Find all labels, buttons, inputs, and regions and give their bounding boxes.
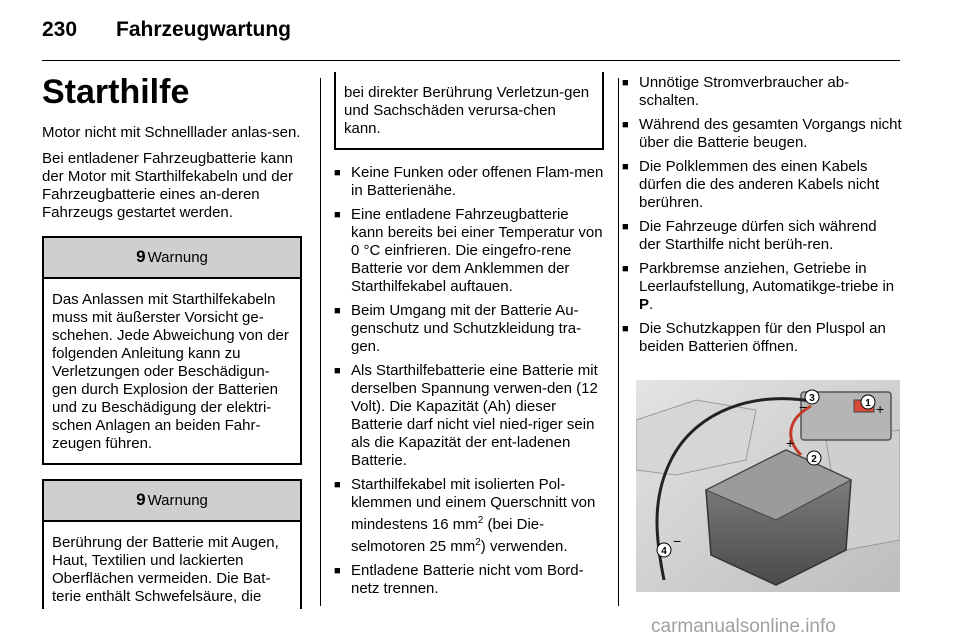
bullet-list-column-3	[622, 74, 902, 356]
list-item: ■ Keine Funken oder offenen Flam-men in Batterienähe.	[334, 164, 604, 200]
warning-text-1: Das Anlassen mit Starthilfekabeln muss mit äußerster Vorsicht ge-schehen. Jede Abweichung von der folgenden Anleitung kann zu Verletzungen oder Beschädigun-gen durch Explosion der Batterien und zu Beschädigung der elektri-schen Anlagen an beiden Fahr-zeugen führen.	[52, 291, 289, 452]
watermark: carmanualsonline.info	[651, 616, 836, 637]
warning-triangle-icon: 9	[136, 490, 146, 509]
page-number: 230	[42, 18, 78, 41]
callout-3-label: 3	[809, 393, 815, 404]
warning-title-2: Warnung	[147, 492, 208, 509]
warning-text-2: Berührung der Batterie mit Augen, Haut, Textilien und lackierten Oberflächen vermeiden. Die Bat-terie enthält Schwefelsäure, die	[52, 534, 279, 605]
warning-box-1	[42, 236, 302, 465]
list-item: ■ Beim Umgang mit der Batterie Au-genschutz und Schutzkleidung tra-gen.	[334, 302, 604, 356]
column-1	[42, 72, 302, 609]
positive-symbol-2: +	[786, 435, 795, 451]
bullet-list-column-2	[334, 164, 604, 598]
warning-header-1	[44, 238, 300, 279]
list-item: ■ Als Starthilfebatterie eine Batterie mit derselben Spannung verwen-den (12 Volt). Die Kapazität (Ah) dieser Batterie darf nicht viel nied-riger sein als die Kapazität der ent-ladenen Batterie.	[334, 362, 604, 470]
chapter-title: Fahrzeugwartung	[116, 18, 292, 41]
section-title: Starthilfe	[42, 73, 190, 111]
callout-1-label: 1	[865, 398, 871, 409]
callout-2-label: 2	[811, 454, 817, 465]
list-item: ■ Die Polklemmen des einen Kabels dürfen die des anderen Kabels nicht berühren.	[622, 158, 902, 212]
column-divider-right	[618, 78, 619, 606]
column-divider-left	[320, 78, 321, 606]
header-rule	[42, 60, 900, 61]
list-item: ■ Eine entladene Fahrzeugbatterie kann bereits bei einer Temperatur von 0 °C einfrieren. Die eingefro-rene Batterie vor dem Anklemmen der Starthilfekabel auftauen.	[334, 206, 604, 296]
list-item: ■ Die Fahrzeuge dürfen sich während der Starthilfe nicht berüh-ren.	[622, 218, 902, 254]
warning-title-1: Warnung	[147, 249, 208, 266]
intro-paragraph-1: Motor nicht mit Schnelllader anlas-sen.	[42, 124, 301, 141]
warning-header-2	[44, 481, 300, 522]
callout-4-label: 4	[661, 546, 667, 557]
positive-symbol: +	[876, 401, 885, 417]
list-item-cable: ■ Starthilfekabel mit isolierten Pol-klemmen und einem Querschnitt von mindestens 16 $mm^2$ (bei Die-selmotoren 25 $mm^2$) verwenden.	[334, 476, 604, 556]
negative-symbol: −	[799, 399, 808, 415]
warning-triangle-icon: 9	[136, 247, 146, 266]
ground-symbol: −	[673, 533, 682, 549]
warning-continuation: bei direkter Berührung Verletzun-gen und Sachschäden verursa-chen kann.	[334, 72, 604, 150]
list-item: ■ Die Schutzkappen für den Pluspol an beiden Batterien öffnen.	[622, 320, 902, 356]
warning-box-2	[42, 479, 302, 609]
list-item-parking: ■ Parkbremse anziehen, Getriebe in Leerlaufstellung, Automatikge-triebe in P.	[622, 260, 902, 314]
column-3	[622, 72, 902, 362]
battery-jumpstart-illustration	[636, 380, 900, 592]
intro-paragraph-2: Bei entladener Fahrzeugbatterie kann der Motor mit Starthilfekabeln und der Fahrzeugbatterie eines an-deren Fahrzeugs gestartet werden.	[42, 150, 294, 221]
list-item: ■ Während des gesamten Vorgangs nicht über die Batterie beugen.	[622, 116, 902, 152]
list-item: ■ Unnötige Stromverbraucher ab-schalten.	[622, 74, 902, 110]
list-item: ■ Entladene Batterie nicht vom Bord-netz trennen.	[334, 562, 604, 598]
column-2	[334, 72, 604, 604]
